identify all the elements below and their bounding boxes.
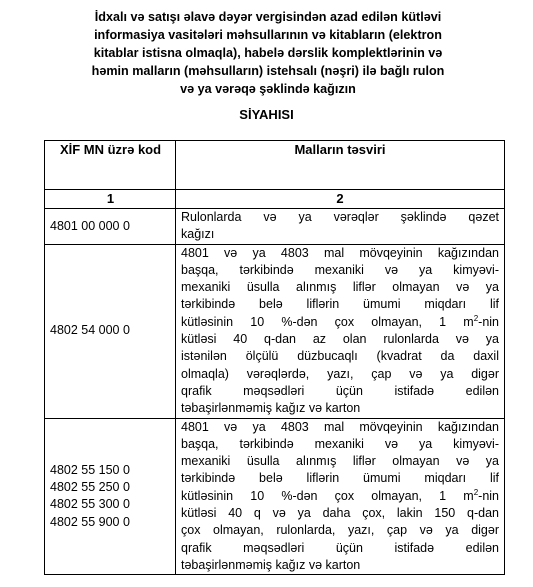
table-row — [45, 209, 505, 245]
description-line: tərkibində belə liflərin ümumi miqdarı lif — [181, 471, 499, 486]
description-line: kütləsi 40 q-dan az olan rulonlarda və ya — [181, 332, 499, 347]
column-number-row — [45, 190, 505, 209]
title-line: kitablar istisna olmaqla), habelə dərslik komplektlərinin və — [93, 46, 443, 60]
code-cell — [45, 244, 176, 418]
hs-code: 4802 55 900 0 — [50, 514, 130, 529]
description-line: olmaqla) vərəqlərdə, yazı, çap və ya digər — [181, 366, 499, 381]
code-cell — [45, 209, 176, 245]
description-line: çox olmayan, rulonlarda, yazı, çap və ya digər — [181, 523, 499, 538]
description-line: mexaniki üsulla alınmış liflər olmayan və ya — [181, 454, 499, 469]
description-line: kütləsi 40 q və ya daha çox, lakin 150 q-dan — [181, 506, 499, 521]
column-header-description: Malların təsviri — [176, 141, 505, 190]
hs-code: 4802 55 150 0 — [50, 462, 130, 477]
description-line: istənilən ölçülü düzbucaqlı (kvadrat da daxil — [181, 349, 499, 364]
document-title — [40, 8, 496, 98]
title-line: informasiya vasitələri məhsullarının və kitabların (elektron — [94, 28, 442, 42]
description-line: 4801 və ya 4803 mal mövqeyinin kağızından — [181, 419, 499, 434]
list-heading: SİYAHISI — [239, 107, 294, 122]
description-cell — [176, 244, 505, 418]
description-line: başqa, tərkibində mexaniki və ya kimyəvi- — [181, 262, 499, 277]
hs-code: 4802 55 300 0 — [50, 497, 130, 512]
description-line: tərkibində belə liflərin ümumi miqdarı lif — [181, 297, 499, 312]
table-row — [45, 244, 505, 418]
table-row — [45, 418, 505, 575]
description-line-with-superscript: kütləsinin 10 %-dən çox olmayan, 1 $m^2$-nin — [181, 313, 499, 329]
description-line: Rulonlarda və ya vərəqlər şəklində qəzet — [181, 210, 499, 224]
code-cell — [45, 418, 176, 575]
goods-table — [44, 140, 505, 575]
title-line: İdxalı və satışı əlavə dəyər vergisindən azad edilən kütləvi — [94, 10, 442, 24]
description-line: başqa, tərkibində mexaniki və ya kimyəvi- — [181, 436, 499, 451]
title-line: həmin malların (məhsulların) istehsalı (nəşri) ilə bağlı rulon — [91, 64, 445, 78]
hs-code: 4802 54 000 0 — [50, 323, 130, 338]
description-line: təbaşirlənməmiş kağız və karton — [181, 557, 361, 572]
hs-code: 4802 55 250 0 — [50, 480, 130, 495]
superscript: 2 — [473, 487, 479, 497]
description-line: mexaniki üsulla alınmış liflər olmayan və ya — [181, 280, 499, 295]
column-header-code: XİF MN üzrə kod — [45, 141, 176, 190]
description-cell — [176, 209, 505, 245]
description-line: qrafik məqsədləri üçün istifadə edilən — [181, 540, 499, 555]
title-line: və ya vərəqə şəklində kağızın — [180, 82, 356, 96]
superscript: 2 — [473, 313, 479, 323]
column-number: 2 — [176, 190, 505, 209]
column-number: 1 — [45, 190, 176, 209]
table-header-row — [45, 141, 505, 190]
hs-code: 4801 00 000 0 — [50, 218, 130, 233]
description-line-with-superscript: kütləsinin 10 %-dən çox olmayan, 1 $m^2$-nin — [181, 487, 499, 503]
description-line: təbaşirlənməmiş kağız və karton — [181, 401, 361, 416]
description-cell — [176, 418, 505, 575]
description-line: qrafik məqsədləri üçün istifadə edilən — [181, 383, 499, 398]
description-line: kağızı — [181, 227, 215, 242]
description-line: 4801 və ya 4803 mal mövqeyinin kağızından — [181, 245, 499, 260]
